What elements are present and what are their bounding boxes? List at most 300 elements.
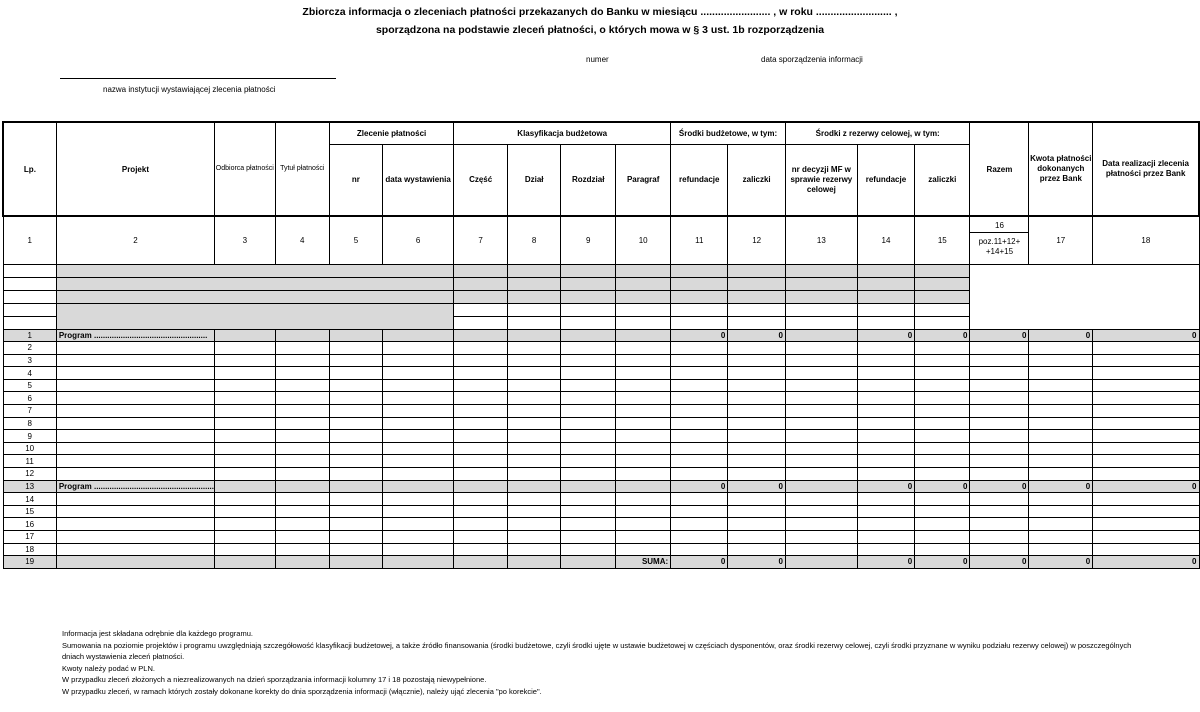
table-cell[interactable] (785, 480, 857, 493)
table-cell[interactable] (970, 417, 1029, 430)
table-cell[interactable] (454, 354, 508, 367)
table-cell[interactable] (671, 430, 728, 443)
table-cell[interactable] (857, 405, 914, 418)
table-cell[interactable] (616, 442, 671, 455)
table-cell[interactable] (1029, 505, 1093, 518)
table-cell[interactable] (56, 367, 214, 380)
table-cell[interactable] (857, 379, 914, 392)
table-cell[interactable] (56, 354, 214, 367)
table-cell[interactable] (785, 405, 857, 418)
table-cell[interactable] (1029, 531, 1093, 544)
table-cell[interactable] (970, 367, 1029, 380)
table-cell[interactable] (671, 379, 728, 392)
table-cell[interactable] (508, 543, 561, 556)
table-cell[interactable] (508, 379, 561, 392)
table-cell[interactable] (508, 468, 561, 481)
table-cell[interactable] (1029, 342, 1093, 355)
table-cell[interactable] (329, 354, 382, 367)
table-cell[interactable] (56, 543, 214, 556)
table-cell[interactable] (970, 379, 1029, 392)
table-cell[interactable] (508, 505, 561, 518)
table-cell[interactable] (857, 417, 914, 430)
table-cell[interactable] (1093, 442, 1199, 455)
table-cell[interactable] (561, 493, 616, 506)
table-cell[interactable] (616, 392, 671, 405)
table-cell[interactable] (1093, 417, 1199, 430)
table-cell[interactable] (1093, 493, 1199, 506)
table-cell[interactable] (275, 531, 329, 544)
table-cell[interactable] (382, 493, 453, 506)
table-cell[interactable] (56, 531, 214, 544)
table-cell[interactable] (215, 392, 276, 405)
table-cell[interactable] (1029, 405, 1093, 418)
table-cell[interactable] (728, 430, 786, 443)
table-cell[interactable] (508, 367, 561, 380)
table-cell[interactable] (508, 430, 561, 443)
table-cell[interactable] (671, 518, 728, 531)
table-cell[interactable] (454, 405, 508, 418)
table-cell[interactable] (728, 405, 786, 418)
table-cell[interactable] (616, 367, 671, 380)
table-cell[interactable] (915, 342, 970, 355)
table-cell[interactable] (1029, 442, 1093, 455)
table-cell[interactable] (275, 379, 329, 392)
table-cell[interactable] (1093, 405, 1199, 418)
table-cell[interactable] (329, 556, 382, 569)
table-cell[interactable] (1093, 468, 1199, 481)
table-cell[interactable] (785, 342, 857, 355)
table-cell[interactable] (329, 405, 382, 418)
table-cell[interactable] (454, 430, 508, 443)
table-cell[interactable] (215, 505, 276, 518)
table-cell[interactable] (561, 556, 616, 569)
table-cell[interactable] (785, 493, 857, 506)
table-cell[interactable] (616, 354, 671, 367)
table-cell[interactable] (215, 480, 276, 493)
table-cell[interactable] (728, 367, 786, 380)
table-cell[interactable] (616, 518, 671, 531)
table-cell[interactable] (215, 367, 276, 380)
table-cell[interactable] (915, 455, 970, 468)
table-cell[interactable] (915, 518, 970, 531)
table-cell[interactable] (561, 531, 616, 544)
table-cell[interactable] (970, 354, 1029, 367)
table-cell[interactable] (56, 556, 214, 569)
table-cell[interactable] (561, 342, 616, 355)
table-cell[interactable] (915, 505, 970, 518)
table-cell[interactable] (561, 430, 616, 443)
table-cell[interactable] (1029, 367, 1093, 380)
table-cell[interactable] (275, 342, 329, 355)
table-cell[interactable] (215, 442, 276, 455)
table-cell[interactable] (561, 417, 616, 430)
table-cell[interactable] (785, 329, 857, 342)
table-cell[interactable] (56, 379, 214, 392)
table-cell[interactable] (561, 468, 616, 481)
table-cell[interactable] (508, 342, 561, 355)
table-cell[interactable] (561, 405, 616, 418)
table-cell[interactable] (785, 379, 857, 392)
table-cell[interactable] (215, 329, 276, 342)
table-cell[interactable] (970, 442, 1029, 455)
table-cell[interactable] (785, 505, 857, 518)
table-cell[interactable] (329, 531, 382, 544)
table-cell[interactable] (616, 493, 671, 506)
table-cell[interactable] (454, 442, 508, 455)
table-cell[interactable] (382, 367, 453, 380)
table-cell[interactable] (561, 379, 616, 392)
table-cell[interactable] (616, 480, 671, 493)
table-cell[interactable] (915, 543, 970, 556)
table-cell[interactable] (56, 505, 214, 518)
table-cell[interactable] (275, 493, 329, 506)
table-cell[interactable] (382, 417, 453, 430)
table-cell[interactable] (671, 543, 728, 556)
table-cell[interactable] (785, 367, 857, 380)
table-cell[interactable] (382, 430, 453, 443)
table-cell[interactable] (616, 342, 671, 355)
table-cell[interactable] (857, 468, 914, 481)
table-cell[interactable] (970, 392, 1029, 405)
table-cell[interactable] (275, 405, 329, 418)
table-cell[interactable] (329, 455, 382, 468)
table-cell[interactable] (1093, 379, 1199, 392)
table-cell[interactable] (275, 543, 329, 556)
table-cell[interactable] (382, 468, 453, 481)
table-cell[interactable] (382, 354, 453, 367)
table-cell[interactable] (915, 430, 970, 443)
table-cell[interactable] (275, 455, 329, 468)
table-cell[interactable] (616, 531, 671, 544)
table-cell[interactable] (857, 505, 914, 518)
table-cell[interactable] (970, 405, 1029, 418)
table-cell[interactable] (561, 392, 616, 405)
table-cell[interactable] (728, 518, 786, 531)
table-cell[interactable] (785, 354, 857, 367)
table-cell[interactable] (970, 430, 1029, 443)
table-cell[interactable] (857, 430, 914, 443)
table-cell[interactable] (56, 455, 214, 468)
table-cell[interactable] (56, 430, 214, 443)
table-cell[interactable] (275, 480, 329, 493)
table-cell[interactable] (1093, 543, 1199, 556)
table-cell[interactable] (728, 531, 786, 544)
table-cell[interactable] (454, 531, 508, 544)
table-cell[interactable] (508, 405, 561, 418)
table-cell[interactable] (857, 342, 914, 355)
table-cell[interactable] (1029, 417, 1093, 430)
table-cell[interactable] (915, 417, 970, 430)
table-cell[interactable] (382, 405, 453, 418)
table-cell[interactable] (857, 493, 914, 506)
table-cell[interactable] (508, 556, 561, 569)
table-cell[interactable] (454, 455, 508, 468)
table-cell[interactable] (1029, 354, 1093, 367)
table-cell[interactable] (329, 543, 382, 556)
table-cell[interactable] (1029, 430, 1093, 443)
table-cell[interactable] (329, 480, 382, 493)
table-cell[interactable] (382, 480, 453, 493)
table-cell[interactable] (454, 329, 508, 342)
table-cell[interactable] (970, 493, 1029, 506)
table-cell[interactable] (970, 505, 1029, 518)
table-cell[interactable] (857, 518, 914, 531)
table-cell[interactable] (915, 531, 970, 544)
table-cell[interactable] (857, 455, 914, 468)
table-cell[interactable] (382, 455, 453, 468)
table-cell[interactable] (857, 354, 914, 367)
table-cell[interactable] (215, 556, 276, 569)
table-cell[interactable] (454, 556, 508, 569)
table-cell[interactable] (275, 417, 329, 430)
table-cell[interactable] (970, 342, 1029, 355)
table-cell[interactable] (454, 417, 508, 430)
table-cell[interactable] (728, 455, 786, 468)
table-cell[interactable] (857, 442, 914, 455)
table-cell[interactable] (857, 531, 914, 544)
table-cell[interactable] (275, 430, 329, 443)
table-cell[interactable] (275, 468, 329, 481)
table-cell[interactable] (728, 392, 786, 405)
table-cell[interactable] (382, 392, 453, 405)
table-cell[interactable] (56, 442, 214, 455)
table-cell[interactable] (785, 417, 857, 430)
table-cell[interactable] (215, 493, 276, 506)
table-cell[interactable] (275, 354, 329, 367)
table-cell[interactable] (215, 531, 276, 544)
table-cell[interactable] (508, 480, 561, 493)
table-cell[interactable] (1029, 379, 1093, 392)
table-cell[interactable] (382, 505, 453, 518)
table-cell[interactable] (215, 455, 276, 468)
table-cell[interactable] (382, 556, 453, 569)
table-cell[interactable] (215, 379, 276, 392)
table-cell[interactable] (275, 367, 329, 380)
table-cell[interactable] (1093, 392, 1199, 405)
table-cell[interactable] (329, 367, 382, 380)
table-cell[interactable] (382, 442, 453, 455)
table-cell[interactable] (1093, 430, 1199, 443)
table-cell[interactable] (915, 354, 970, 367)
table-cell[interactable] (329, 342, 382, 355)
table-cell[interactable] (508, 442, 561, 455)
table-cell[interactable] (1029, 493, 1093, 506)
table-cell[interactable] (329, 417, 382, 430)
table-cell[interactable] (329, 379, 382, 392)
table-cell[interactable] (508, 392, 561, 405)
table-cell[interactable] (970, 455, 1029, 468)
table-cell[interactable] (329, 430, 382, 443)
table-cell[interactable] (915, 392, 970, 405)
table-cell[interactable] (616, 543, 671, 556)
table-cell[interactable] (671, 392, 728, 405)
table-cell[interactable] (454, 342, 508, 355)
table-cell[interactable] (508, 493, 561, 506)
table-cell[interactable] (915, 468, 970, 481)
table-cell[interactable] (671, 531, 728, 544)
table-cell[interactable] (508, 354, 561, 367)
table-cell[interactable] (215, 342, 276, 355)
table-cell[interactable] (728, 505, 786, 518)
table-cell[interactable] (561, 442, 616, 455)
table-cell[interactable] (671, 468, 728, 481)
table-cell[interactable] (728, 354, 786, 367)
table-cell[interactable] (215, 430, 276, 443)
table-cell[interactable] (915, 493, 970, 506)
table-cell[interactable] (671, 505, 728, 518)
table-cell[interactable] (561, 367, 616, 380)
table-cell[interactable] (561, 354, 616, 367)
table-cell[interactable] (1093, 342, 1199, 355)
table-cell[interactable] (561, 455, 616, 468)
table-cell[interactable] (56, 468, 214, 481)
table-cell[interactable] (382, 518, 453, 531)
table-cell[interactable] (382, 329, 453, 342)
table-cell[interactable] (1093, 455, 1199, 468)
table-cell[interactable] (56, 392, 214, 405)
table-cell[interactable] (382, 379, 453, 392)
table-cell[interactable] (616, 505, 671, 518)
table-cell[interactable] (785, 556, 857, 569)
table-cell[interactable] (508, 455, 561, 468)
table-cell[interactable] (275, 518, 329, 531)
table-cell[interactable] (785, 518, 857, 531)
table-cell[interactable] (616, 455, 671, 468)
table-cell[interactable] (56, 518, 214, 531)
table-cell[interactable] (215, 354, 276, 367)
table-cell[interactable] (671, 354, 728, 367)
table-cell[interactable] (785, 392, 857, 405)
table-cell[interactable] (508, 518, 561, 531)
table-cell[interactable] (215, 405, 276, 418)
table-cell[interactable] (508, 531, 561, 544)
table-cell[interactable] (785, 430, 857, 443)
table-cell[interactable] (616, 468, 671, 481)
table-cell[interactable] (454, 543, 508, 556)
table-cell[interactable] (561, 480, 616, 493)
table-cell[interactable] (915, 442, 970, 455)
table-cell[interactable] (275, 329, 329, 342)
table-cell[interactable] (671, 367, 728, 380)
table-cell[interactable] (671, 405, 728, 418)
table-cell[interactable] (454, 518, 508, 531)
table-cell[interactable] (671, 417, 728, 430)
table-cell[interactable] (561, 505, 616, 518)
table-cell[interactable] (785, 468, 857, 481)
table-cell[interactable] (454, 493, 508, 506)
table-cell[interactable] (56, 417, 214, 430)
table-cell[interactable] (561, 329, 616, 342)
table-cell[interactable] (275, 392, 329, 405)
table-cell[interactable] (508, 417, 561, 430)
table-cell[interactable] (671, 442, 728, 455)
table-cell[interactable] (671, 493, 728, 506)
table-cell[interactable] (915, 405, 970, 418)
table-cell[interactable] (616, 417, 671, 430)
table-cell[interactable] (785, 531, 857, 544)
table-cell[interactable] (671, 342, 728, 355)
table-cell[interactable] (1029, 455, 1093, 468)
table-cell[interactable] (561, 518, 616, 531)
table-cell[interactable] (215, 468, 276, 481)
table-cell[interactable] (616, 405, 671, 418)
table-cell[interactable] (728, 342, 786, 355)
table-cell[interactable] (857, 543, 914, 556)
table-cell[interactable] (1029, 468, 1093, 481)
table-cell[interactable] (329, 442, 382, 455)
table-cell[interactable] (454, 379, 508, 392)
table-cell[interactable] (215, 417, 276, 430)
table-cell[interactable] (616, 329, 671, 342)
summary-lp-cell (3, 316, 56, 329)
table-cell[interactable] (857, 367, 914, 380)
table-cell[interactable] (915, 379, 970, 392)
table-cell[interactable] (329, 329, 382, 342)
table-cell[interactable] (728, 493, 786, 506)
table-cell[interactable] (728, 417, 786, 430)
table-cell[interactable] (454, 505, 508, 518)
table-cell[interactable] (1093, 354, 1199, 367)
table-cell[interactable] (616, 379, 671, 392)
table-cell[interactable] (275, 556, 329, 569)
table-cell[interactable] (561, 543, 616, 556)
table-cell[interactable] (616, 430, 671, 443)
table-cell[interactable] (1093, 505, 1199, 518)
table-cell[interactable] (329, 493, 382, 506)
table-cell[interactable] (508, 329, 561, 342)
table-cell[interactable] (970, 518, 1029, 531)
table-cell[interactable] (329, 505, 382, 518)
table-cell[interactable] (215, 543, 276, 556)
table-cell[interactable] (1093, 531, 1199, 544)
table-cell[interactable] (382, 531, 453, 544)
table-cell[interactable] (671, 455, 728, 468)
table-cell[interactable] (454, 468, 508, 481)
table-cell[interactable] (56, 342, 214, 355)
table-cell[interactable] (454, 480, 508, 493)
table-cell[interactable] (215, 518, 276, 531)
table-cell[interactable] (785, 455, 857, 468)
table-cell[interactable] (970, 531, 1029, 544)
table-cell[interactable] (382, 543, 453, 556)
table-cell[interactable] (454, 367, 508, 380)
table-cell[interactable] (329, 518, 382, 531)
table-cell[interactable] (382, 342, 453, 355)
table-cell[interactable] (56, 493, 214, 506)
table-cell[interactable] (728, 442, 786, 455)
table-cell[interactable] (56, 405, 214, 418)
table-cell[interactable] (1029, 392, 1093, 405)
table-cell[interactable] (970, 543, 1029, 556)
table-cell[interactable] (329, 392, 382, 405)
table-cell[interactable] (1093, 518, 1199, 531)
table-cell[interactable] (329, 468, 382, 481)
table-cell[interactable] (857, 392, 914, 405)
table-cell[interactable] (454, 392, 508, 405)
table-cell[interactable] (1029, 518, 1093, 531)
table-cell[interactable] (728, 468, 786, 481)
table-cell[interactable] (728, 543, 786, 556)
table-cell[interactable] (1029, 543, 1093, 556)
table-cell[interactable] (915, 367, 970, 380)
table-cell[interactable] (970, 468, 1029, 481)
table-cell[interactable] (785, 442, 857, 455)
table-cell[interactable] (275, 505, 329, 518)
table-cell[interactable] (728, 379, 786, 392)
table-cell[interactable] (275, 442, 329, 455)
table-cell[interactable] (1093, 367, 1199, 380)
table-cell[interactable] (785, 543, 857, 556)
